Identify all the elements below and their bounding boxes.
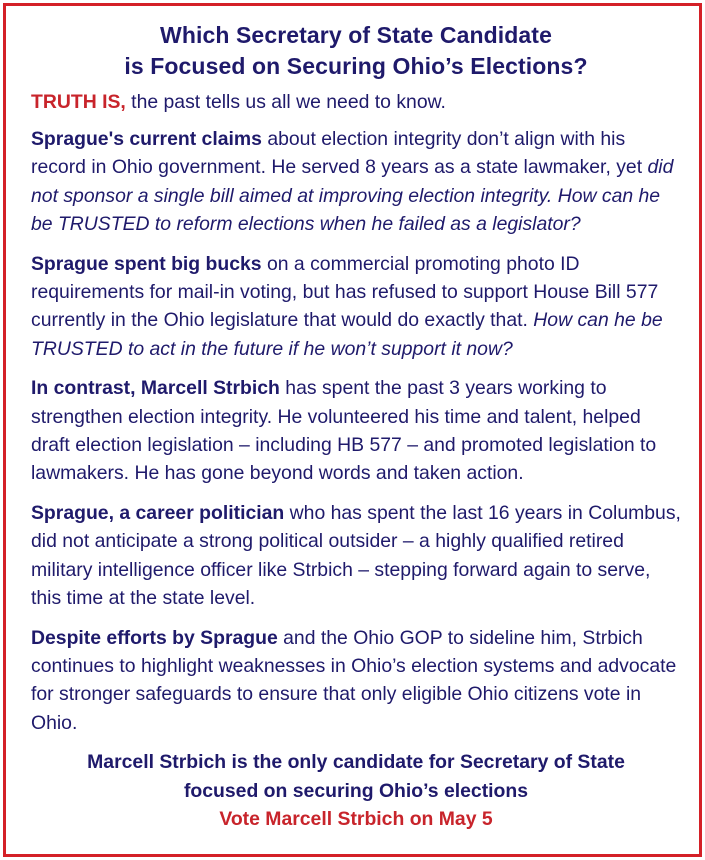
vote-call-to-action: Vote Marcell Strbich on May 5 xyxy=(219,808,493,831)
paragraph-lead: Sprague spent big bucks xyxy=(31,252,262,275)
paragraph-italic: How can he be TRUSTED to act in the future if he won’t support it now? xyxy=(31,309,663,360)
truth-statement xyxy=(31,88,681,116)
paragraph-text: on a commercial promoting photo ID requirements for mail-in voting, but has refused to support House Bill 577 currently in the Ohio legislature that would do exactly that. xyxy=(31,252,659,332)
paragraph-lead: Sprague's current claims xyxy=(31,128,262,150)
paragraph-italic: did not sponsor a single bill aimed at improving election integrity. How can he be TRUSTED to reform elections when he failed as a legislator? xyxy=(31,156,674,236)
truth-text: the past tells us all we need to know. xyxy=(125,91,446,113)
paragraph-lead: Sprague, a career politician xyxy=(31,501,285,524)
closing-statement xyxy=(31,748,681,834)
paragraph-text: and the Ohio GOP to sideline him, Strbich continues to highlight weaknesses in Ohio’s election systems and advocate for stronger safeguards to ensure that only eligible Ohio citizens vote in Ohio. xyxy=(31,626,677,734)
truth-lead: TRUTH IS, xyxy=(31,91,126,113)
paragraph-lead: Despite efforts by Sprague xyxy=(31,626,278,649)
paragraph-despite-efforts xyxy=(31,624,681,738)
paragraph-text: about election integrity don’t align with his record in Ohio government. He served 8 years as a state lawmaker, yet xyxy=(31,128,648,179)
paragraph-career-politician xyxy=(31,499,681,613)
paragraph-text: has spent the past 3 years working to strengthen election integrity. He volunteered his time and talent, helped draft election legislation – including HB 577 – and promoted legislation to lawmakers. He has gone beyond words and taken action. xyxy=(31,377,657,485)
paragraph-big-bucks xyxy=(31,250,681,364)
paragraph-in-contrast xyxy=(31,374,681,488)
title-line-1: Which Secretary of State Candidate xyxy=(160,22,552,48)
paragraph-current-claims xyxy=(31,125,681,239)
flyer-content xyxy=(31,20,681,834)
paragraph-text: who has spent the last 16 years in Columbus, did not anticipate a strong political outsider – a highly qualified retired military intelligence officer like Strbich – stepping forward again to serve, this time at the state level. xyxy=(31,501,681,610)
closing-line-1: Marcell Strbich is the only candidate for Secretary of State xyxy=(87,751,625,774)
paragraph-lead: In contrast, Marcell Strbich xyxy=(31,377,280,400)
flyer-title xyxy=(31,20,681,82)
closing-line-2: focused on securing Ohio’s elections xyxy=(183,779,529,802)
title-line-2: is Focused on Securing Ohio’s Elections? xyxy=(124,53,588,79)
